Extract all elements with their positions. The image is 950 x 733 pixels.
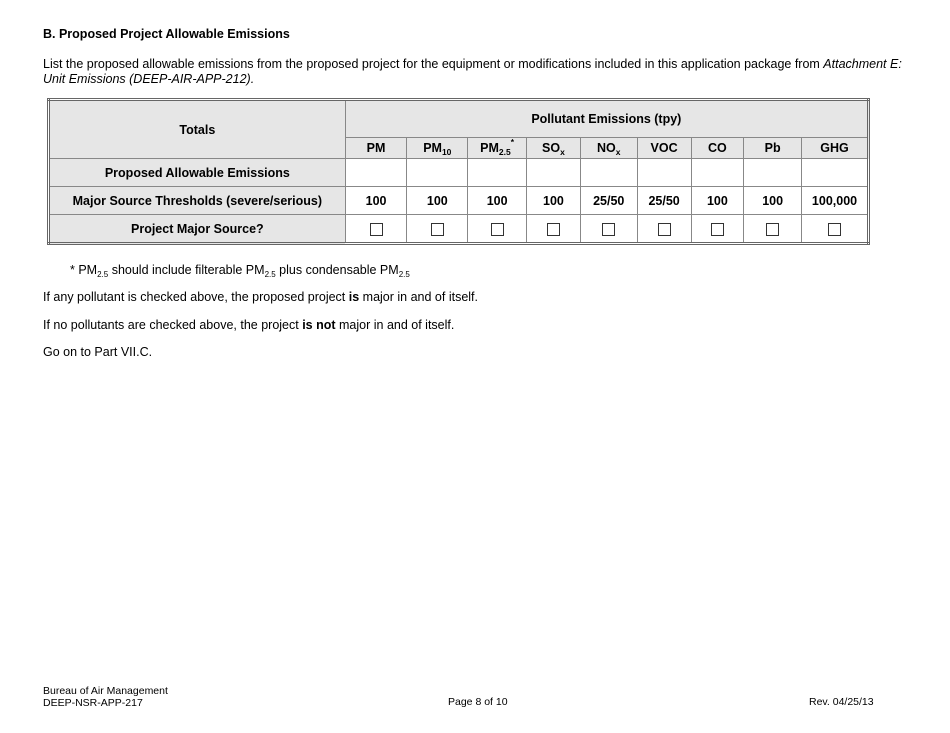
major-source-checkbox[interactable] [431,223,444,236]
column-header-nox [580,138,637,159]
pollutant-group-header: Pollutant Emissions (tpy) [345,100,868,138]
note-middle-1: should include filterable PM [108,263,265,277]
column-header-subscript: x [560,147,565,157]
table-cell [345,215,407,244]
table-cell [691,215,744,244]
instruction-not-major-emphasis: is not [302,318,336,332]
instruction-next-part: Go on to Part VII.C. [43,345,153,359]
instruction-not-major-text-c: major in and of itself. [335,318,455,332]
major-source-checkbox[interactable] [658,223,671,236]
allowable-emission-input[interactable] [345,159,407,187]
note-prefix: * PM [70,263,98,277]
instruction-major-emphasis: is [348,290,360,304]
instruction-major [43,290,478,304]
column-header-base: PM [480,141,499,155]
table-row [49,215,869,244]
major-source-checkbox[interactable] [547,223,560,236]
table-cell: 100 [345,187,407,215]
column-header-base: Pb [764,141,781,155]
totals-header: Totals [49,100,346,159]
table-cell: 100,000 [802,187,869,215]
footer-revision: Rev. 04/25/13 [809,696,874,708]
major-source-checkbox[interactable] [828,223,841,236]
column-header-pm25 [468,138,527,159]
instruction-not-major [43,318,454,332]
row-label: Major Source Thresholds (severe/serious) [49,187,346,215]
table-cell [527,215,581,244]
column-header-base: SO [542,141,561,155]
allowable-emission-input[interactable] [580,159,637,187]
table-cell [637,215,691,244]
table-cell [744,215,802,244]
column-header-subscript: 2.5 [498,147,511,157]
column-header-superscript: * [510,137,515,147]
allowable-emission-input[interactable] [802,159,869,187]
emissions-table [47,98,870,245]
footer-left [43,685,168,709]
column-header-pb [744,138,802,159]
table-row [49,159,869,187]
table-cell [407,215,468,244]
allowable-emission-input[interactable] [407,159,468,187]
allowable-emission-input[interactable] [691,159,744,187]
column-header-subscript: x [615,147,621,157]
column-header-pm10 [407,138,468,159]
row-label: Project Major Source? [49,215,346,244]
major-source-checkbox[interactable] [766,223,779,236]
column-header-base: PM [423,141,442,155]
column-header-pm [345,138,407,159]
note-middle-2: plus condensable PM [275,263,399,277]
allowable-emission-input[interactable] [468,159,527,187]
column-header-base: CO [708,141,727,155]
table-cell: 100 [527,187,581,215]
column-header-voc [637,138,691,159]
column-header-base: PM [366,141,386,155]
column-header-co [691,138,744,159]
table-cell: 100 [407,187,468,215]
column-header-base: NO [597,141,616,155]
row-label: Proposed Allowable Emissions [49,159,346,187]
note-sub-2: 2.5 [264,270,276,279]
major-source-checkbox[interactable] [370,223,383,236]
column-header-base: GHG [820,141,849,155]
major-source-checkbox[interactable] [491,223,504,236]
instruction-major-text-a: If any pollutant is checked above, the proposed project [43,290,349,304]
intro-reference: Attachment E: Unit Emissions (DEEP-AIR-APP-212). [43,57,902,86]
note-sub-1: 2.5 [97,270,109,279]
major-source-checkbox[interactable] [602,223,615,236]
column-header-ghg [802,138,869,159]
allowable-emission-input[interactable] [527,159,581,187]
table-cell [802,215,869,244]
note-sub-3: 2.5 [398,270,410,279]
header-row-1 [49,100,869,138]
pm25-footnote [70,263,410,277]
column-header-subscript: 10 [441,147,452,157]
table-cell [468,215,527,244]
section-intro [43,57,903,86]
footer-page-number: Page 8 of 10 [448,696,508,708]
table-cell: 100 [468,187,527,215]
table-row [49,187,869,215]
table-body [49,159,869,244]
major-source-checkbox[interactable] [711,223,724,236]
table-cell: 25/50 [580,187,637,215]
instruction-major-text-c: major in and of itself. [359,290,478,304]
footer-form-id: DEEP-NSR-APP-217 [43,697,143,709]
table-cell: 100 [691,187,744,215]
instruction-not-major-text-a: If no pollutants are checked above, the project [43,318,303,332]
table-cell [580,215,637,244]
column-header-base: VOC [650,141,678,155]
column-header-sox [527,138,581,159]
section-title: B. Proposed Project Allowable Emissions [43,27,290,41]
allowable-emission-input[interactable] [744,159,802,187]
table-cell: 100 [744,187,802,215]
table-cell: 25/50 [637,187,691,215]
allowable-emission-input[interactable] [637,159,691,187]
footer-org: Bureau of Air Management [43,685,168,697]
intro-text: List the proposed allowable emissions from the proposed project for the equipment or modifications included in this application package from [43,57,824,71]
